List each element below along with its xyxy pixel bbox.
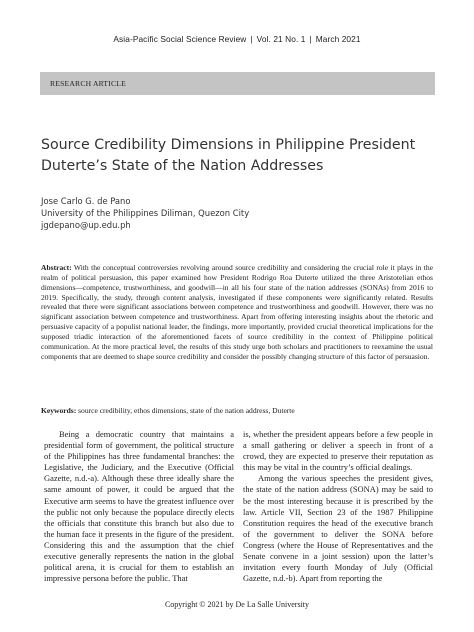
abstract	[41, 263, 433, 361]
body-paragraph: Being a democratic country that maintains a presidential form of government, the political structure of the Philippines has three fundamental branches: the Legislative, the Judiciary, and the Executive (Official Gazette, n.d.-a). Although these three ideally share the same amount of power, it could be argued that the Executive arm seems to have the greatest influence over the public not only because the populace directly elects the officials that constitute this branch but also due to the human face it presents in the figure of the president. Considering this and the assumption that the chief executive generally represents the nation in the global political arena, it is crucial for them to establish an impressive persona before the public. That	[44, 429, 234, 584]
article-type-label: RESEARCH ARTICLE	[50, 79, 126, 88]
author-name: Jose Carlo G. de Pano	[41, 196, 131, 206]
keywords	[41, 406, 433, 416]
running-header	[0, 34, 474, 44]
journal-date: March 2021	[315, 34, 361, 44]
paper-title: Source Credibility Dimensions in Philippine President Duterte’s State of the Nation Addresses	[41, 137, 416, 174]
keywords-label: Keywords:	[41, 406, 77, 415]
journal-volume: Vol. 21 No. 1	[256, 34, 306, 44]
author-affiliation: University of the Philippines Diliman, Quezon City	[41, 207, 250, 218]
body-paragraph: is, whether the president appears before a few people in a small gathering or deliver a speech in front of a crowd, they are expected to preserve their reputation as this may be vital in the country’s official dealings.	[243, 429, 433, 473]
copyright-footer: Copyright © 2021 by De La Salle University	[164, 600, 310, 609]
keywords-text: source credibility, ethos dimensions, state of the nation address, Duterte	[78, 406, 295, 415]
journal-name: Asia-Pacific Social Science Review	[113, 34, 247, 44]
author-block	[41, 196, 421, 231]
body-column-right	[243, 429, 433, 584]
body-column-left	[44, 429, 234, 584]
body-paragraph: Among the various speeches the president gives, the state of the nation address (SONA) may be said to be the most interesting because it is prescribed by the law. Article VII, Section 23 of the 1987 Philippine Constitution requires the head of the executive branch of the government to deliver the SONA before Congress (where the House of Representatives and the Senate convene in a joint session) upon the latter’s invitation every fourth Monday of July (Official Gazette, n.d.-b). Apart from reporting the	[243, 473, 433, 584]
abstract-label: Abstract:	[41, 263, 72, 272]
header-separator: |	[250, 34, 253, 44]
header-separator: |	[309, 34, 312, 44]
author-email[interactable]: jgdepano@up.edu.ph	[41, 219, 131, 230]
abstract-text: With the conceptual controversies revolving around source credibility and considering the crucial role it plays in the realm of political persuasion, this paper examined how President Rodrigo Roa Duterte utilized the three Aristotelian ethos dimensions—competence, trustworthiness, and goodwill—in all his four state of the nation addresses (SONAs) from 2016 to 2019. Specifically, the study, through content analysis, investigated if these components were significantly related. Results revealed that there were significant associations between competence and trustworthiness and goodwill. However, there was no significant association between competence and trustworthiness. Apart from offering interesting insights about the rhetoric and persuasive capacity of a populist national leader, the findings, more importantly, provided crucial theoretical implications for the supposed triadic interaction of the aforementioned facets of source credibility in the context of Philippine political communication. At the more practical level, the results of this study urge both scholars and practitioners to reexamine the usual components that are deemed to shape source credibility and consider the possibly changing structure of this factor of persuasion.	[41, 263, 433, 361]
article-type-band	[40, 72, 435, 95]
